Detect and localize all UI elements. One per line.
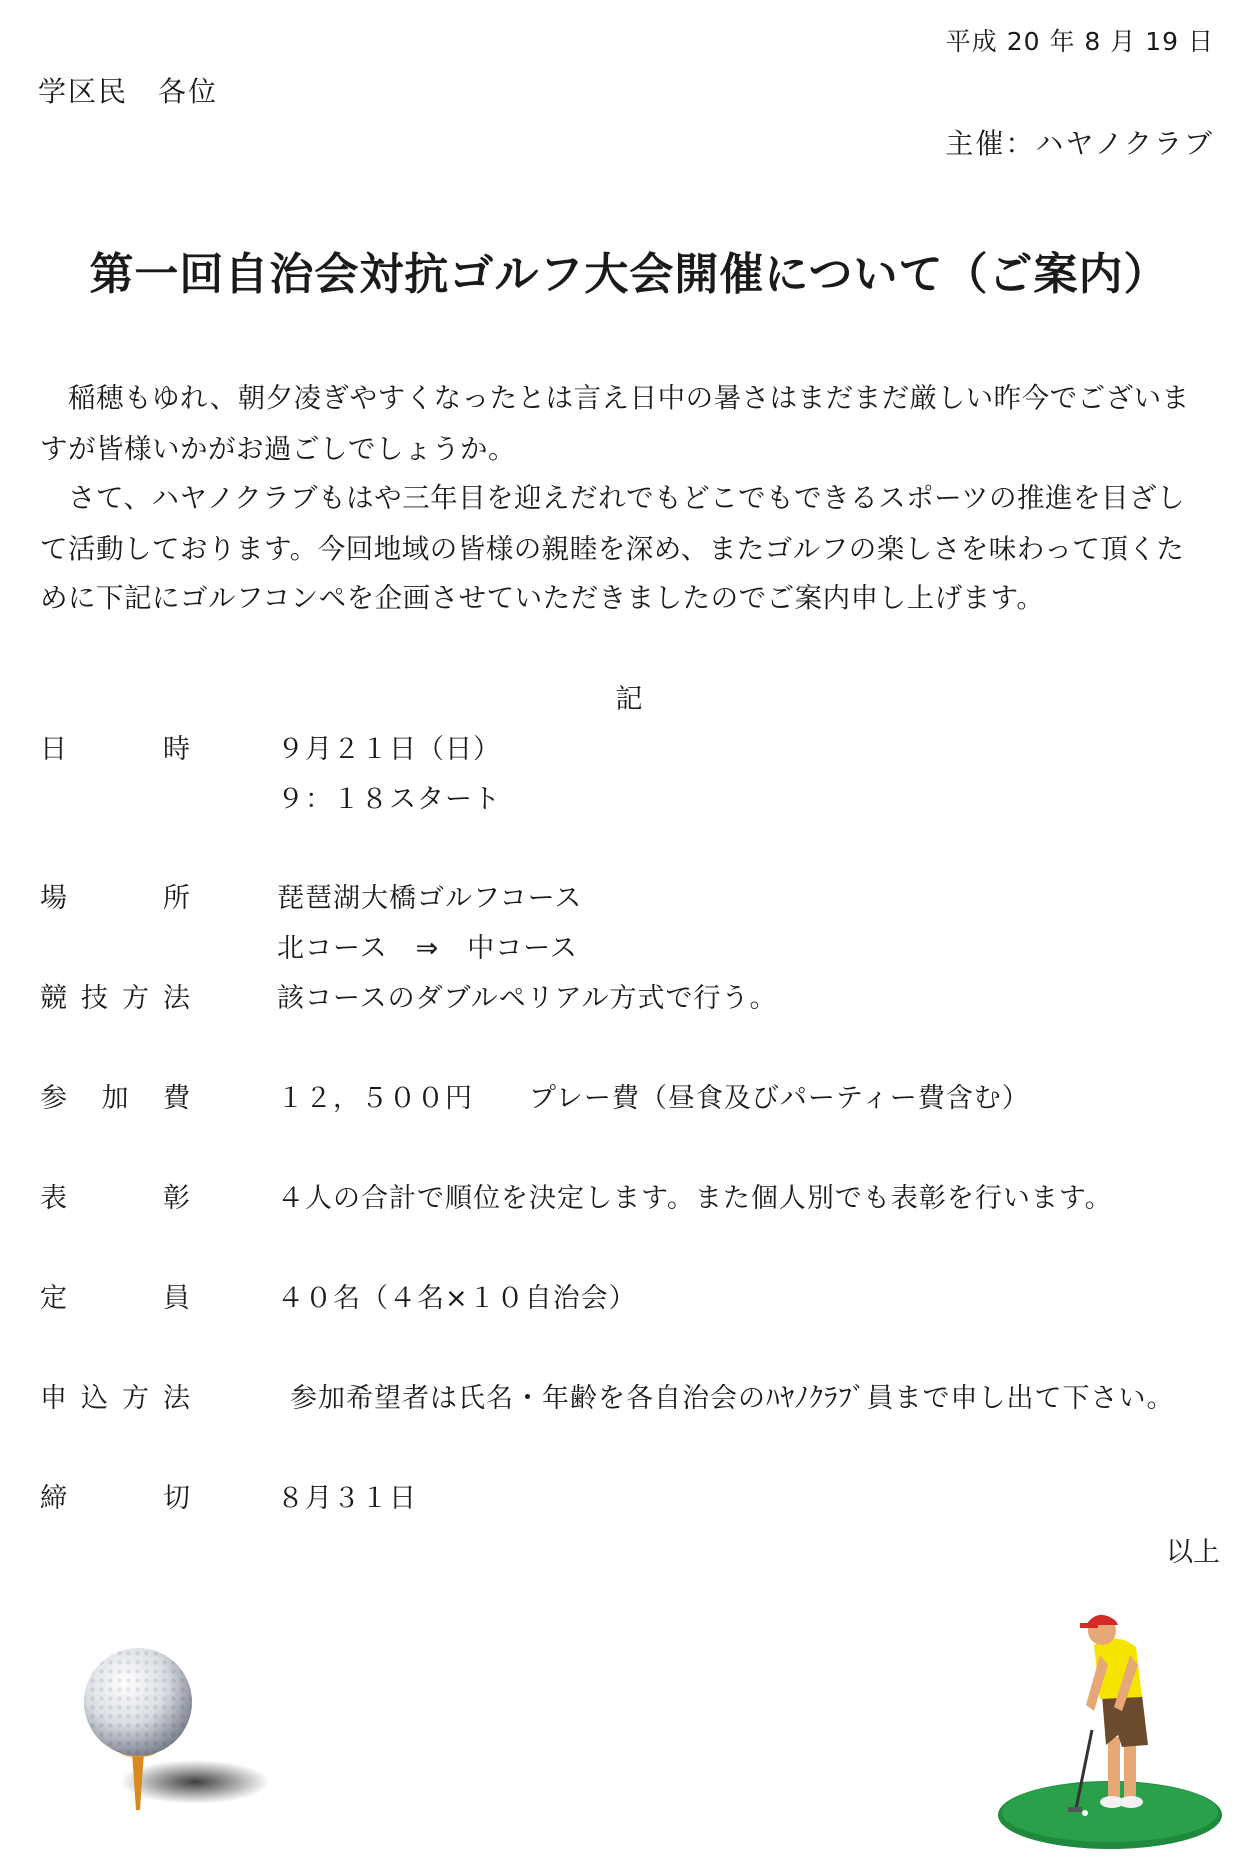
golfer-icon [990,1595,1230,1855]
body-line: さて、ハヤノクラブもはや三年目を迎えだれでもどこでもできるスポーツの推進を目ざし [40,482,1185,514]
label-competition-method: 競 技 方 法 [40,983,190,1014]
value-course: 琵琶湖大橋ゴルフコース [277,883,583,914]
organizer: 主催：ハヤノクラブ [945,127,1214,160]
value-deadline: ８月３１日 [277,1483,417,1514]
label-awards: 表 彰 [40,1183,190,1214]
value-course-route: 北コース ⇒ 中コース [277,933,578,964]
label-application-method: 申 込 方 法 [40,1383,190,1414]
value-awards: ４人の合計で順位を決定します。また個人別でも表彰を行います。 [277,1183,1113,1214]
label-deadline: 締 切 [40,1483,190,1514]
label-capacity: 定 員 [40,1283,190,1314]
body-line: 稲穂もゆれ、朝夕凌ぎやすくなったとは言え日中の暑さはまだまだ厳しい昨今でございま [40,382,1190,414]
value-fee: １２，５００円 プレー費（昼食及びパーティー費含む） [277,1083,1030,1114]
value-capacity: ４０名（４名×１０自治会） [277,1283,637,1314]
value-date: ９月２１日（日） [277,734,501,765]
body-line: めに下記にゴルフコンペを企画させていただきましたのでご案内申し上げます。 [40,582,1045,614]
body-line: て活動しております。今回地域の皆様の親睦を深め、またゴルフの楽しさを味わって頂くた [40,533,1185,565]
closing-ijou: 以上 [1166,1537,1220,1568]
label-place: 場 所 [40,883,190,914]
body-line: すが皆様いかがお過ごしでしょうか。 [40,433,516,465]
document-title: 第一回自治会対抗ゴルフ大会開催について（ご案内） [89,249,1169,300]
ki-heading: 記 [615,684,643,715]
value-start-time: ９：１８スタート [277,784,501,815]
label-fee: 参 加 費 [40,1083,190,1114]
document-date: 平成 20 年 8 月 19 日 [945,27,1214,56]
addressee: 学区民 各位 [38,75,219,108]
value-application-method: 参加希望者は氏名・年齢を各自治会のﾊﾔﾉｸﾗﾌﾞ員まで申し出て下さい。 [290,1383,1175,1414]
label-datetime: 日 時 [40,734,190,765]
value-competition-method: 該コースのダブルペリアル方式で行う。 [277,983,778,1014]
golf-ball-icon [70,1640,280,1840]
